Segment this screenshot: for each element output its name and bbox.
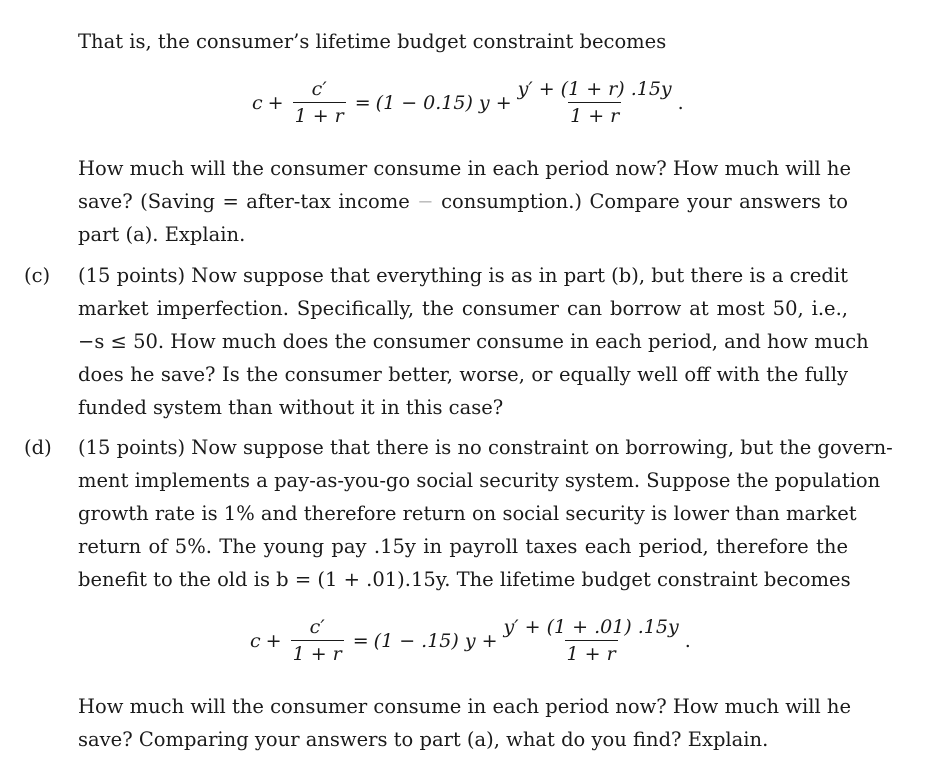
b-tail-line-3: part (a). Explain.: [78, 223, 246, 246]
part-c-label: (c): [24, 264, 51, 287]
eq1-middle-term: (1 − 0.15) y +: [375, 91, 512, 114]
eq1-frac1-denominator: 1 + r: [293, 102, 346, 127]
b-tail-line-1: How much will the consumer consume in each period now? How much will he: [78, 157, 851, 180]
part-d-label: (d): [24, 436, 52, 459]
intro-text: That is, the consumer’s lifetime budget constraint becomes: [78, 30, 667, 53]
eq1-fraction-1: [293, 78, 346, 127]
eq1-plus: +: [267, 91, 284, 114]
eq2-frac1-denominator: 1 + r: [291, 640, 344, 665]
eq1-frac1-numerator: c′: [311, 78, 327, 100]
b-tail-line-2-dash: −: [409, 190, 442, 213]
part-c-line-2: market imperfection. Specifically, the consumer can borrow at most 50, i.e.,: [78, 297, 848, 320]
eq2-fraction-1: [291, 616, 344, 665]
eq1-period: .: [677, 91, 684, 114]
part-d-line-3: growth rate is 1% and therefore return on social security is lower than market: [78, 502, 857, 525]
eq2-period: .: [684, 629, 691, 652]
equation-budget-constraint-d: [250, 616, 691, 665]
part-c-line-4: does he save? Is the consumer better, worse, or equally well off with the fully: [78, 363, 848, 386]
eq1-frac2-denominator: 1 + r: [568, 102, 621, 127]
part-d-line-5: benefit to the old is b = (1 + .01).15y. The lifetime budget constraint becomes: [78, 568, 851, 591]
eq2-plus: +: [265, 629, 282, 652]
d-tail-line-1: How much will the consumer consume in each period now? How much will he: [78, 695, 851, 718]
b-tail-line-2-pre: save? (Saving = after-tax income: [78, 190, 410, 213]
eq2-c: c: [250, 629, 261, 652]
eq2-frac2-numerator: y′ + (1 + .01) .15y: [503, 616, 679, 638]
part-c-line-3: −s ≤ 50. How much does the consumer consume in each period, and how much: [78, 330, 869, 353]
part-d-line-1: (15 points) Now suppose that there is no constraint on borrowing, but the govern-: [78, 436, 893, 459]
part-c-line-1: (15 points) Now suppose that everything is as in part (b), but there is a credit: [78, 264, 848, 287]
part-d-line-2: ment implements a pay-as-you-go social security system. Suppose the population: [78, 469, 881, 492]
eq1-equals: =: [354, 91, 371, 114]
b-tail-line-2: [78, 185, 848, 218]
eq2-equals: =: [352, 629, 369, 652]
eq2-middle-term: (1 − .15) y +: [373, 629, 498, 652]
b-tail-line-2-post: consumption.) Compare your answers to: [441, 190, 848, 213]
eq1-frac2-numerator: y′ + (1 + r) .15y: [517, 78, 672, 100]
eq1-fraction-2: [516, 78, 674, 127]
equation-budget-constraint-b: [252, 78, 684, 127]
eq2-fraction-2: [502, 616, 681, 665]
part-d-line-4: return of 5%. The young pay .15y in payroll taxes each period, therefore the: [78, 535, 848, 558]
eq2-frac2-denominator: 1 + r: [565, 640, 618, 665]
part-c-line-5: funded system than without it in this case?: [78, 396, 504, 419]
d-tail-line-2: save? Comparing your answers to part (a), what do you find? Explain.: [78, 728, 769, 751]
eq1-c: c: [252, 91, 263, 114]
eq2-frac1-numerator: c′: [309, 616, 325, 638]
